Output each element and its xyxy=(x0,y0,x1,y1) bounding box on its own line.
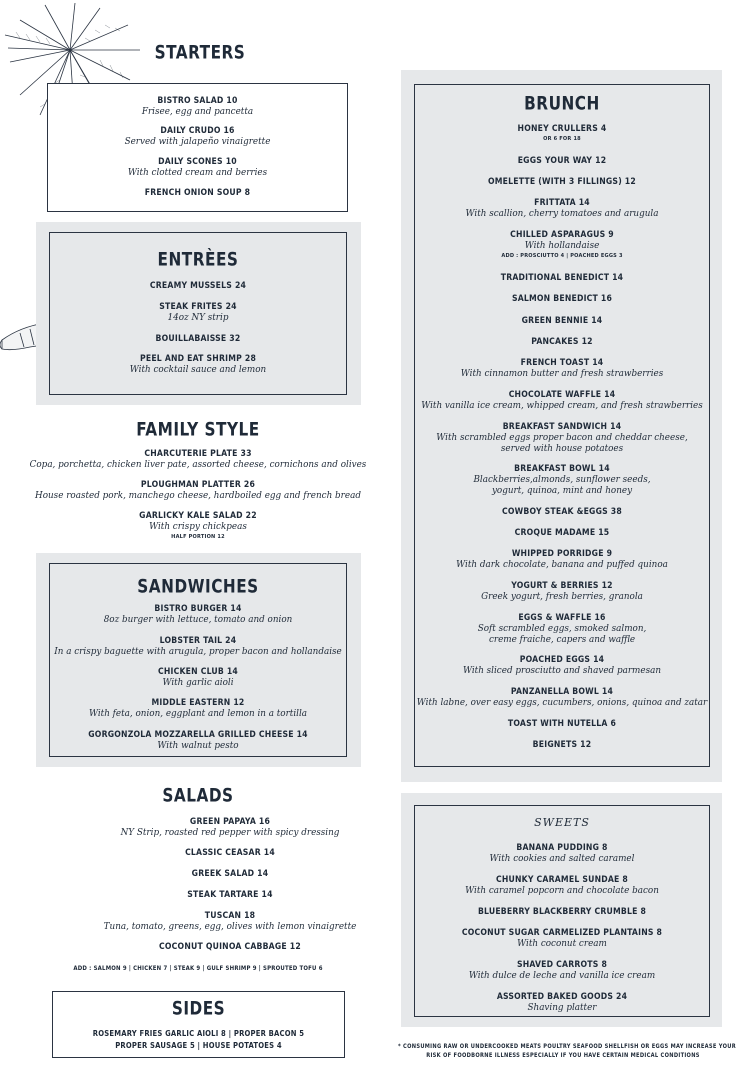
item-name: PEEL AND EAT SHRIMP 28 xyxy=(139,354,257,364)
item-name: EGGS YOUR WAY 12 xyxy=(517,156,607,166)
list-item xyxy=(414,581,710,603)
item-name: FRITTATA 14 xyxy=(534,198,590,208)
item-description: With clotted cream and berries xyxy=(127,168,268,178)
list-item xyxy=(414,507,710,518)
family-style-title: FAMILY STYLE xyxy=(136,418,260,442)
item-description: With scallion, cherry tomatoes and arugula xyxy=(465,209,659,219)
item-name: GREEK SALAD 14 xyxy=(191,869,269,879)
list-item xyxy=(414,740,710,751)
item-name: COCONUT QUINOA CABBAGE 12 xyxy=(159,942,301,952)
list-item xyxy=(0,911,460,933)
item-name: BOUILLABAISSE 32 xyxy=(155,334,241,344)
list-item xyxy=(415,907,709,918)
item-description: With hollandaise xyxy=(524,241,600,251)
item-name: STEAK TARTARE 14 xyxy=(187,890,273,900)
brunch-list xyxy=(414,84,710,767)
item-description: 8oz burger with lettuce, tomato and onion xyxy=(103,615,293,625)
sweets-box xyxy=(414,805,710,1017)
item-name: BLUEBERRY BLACKBERRY CRUMBLE 8 xyxy=(477,907,647,917)
item-description: With cocktail sauce and lemon xyxy=(129,365,267,375)
item-name: COCONUT SUGAR CARMELIZED PLANTAINS 8 xyxy=(461,928,663,938)
item-description: Blackberries,almonds, sunflower seeds, xyxy=(473,475,651,485)
brunch-title: BRUNCH xyxy=(524,92,600,116)
item-description-2: served with house potatoes xyxy=(500,443,624,454)
list-item xyxy=(415,960,709,982)
list-item xyxy=(414,655,710,677)
item-name: OMELETTE (WITH 3 FILLINGS) 12 xyxy=(488,177,636,187)
item-name: SHAVED CARROTS 8 xyxy=(516,960,608,970)
item-name: YOGURT & BERRIES 12 xyxy=(511,581,613,591)
list-item xyxy=(414,358,710,380)
list-item xyxy=(415,875,709,897)
item-name: WHIPPED PORRIDGE 9 xyxy=(511,549,613,559)
item-name: CHARCUTERIE PLATE 33 xyxy=(144,449,252,459)
item-name: PANZANELLA BOWL 14 xyxy=(510,687,614,697)
list-item xyxy=(0,890,460,901)
item-note: HALF PORTION 12 xyxy=(171,533,225,540)
item-name: DAILY CRUDO 16 xyxy=(160,126,235,136)
item-description: 14oz NY strip xyxy=(167,313,229,323)
list-item xyxy=(414,549,710,571)
item-name: FRENCH ONION SOUP 8 xyxy=(144,188,251,198)
list-item xyxy=(414,390,710,412)
item-description: Soft scrambled eggs, smoked salmon, xyxy=(477,624,647,634)
list-item xyxy=(50,354,346,376)
item-name: CHICKEN CLUB 14 xyxy=(157,667,239,677)
disclaimer-line-1: * CONSUMING RAW OR UNDERCOOKED MEATS POULTRY SEAFOOD SHELLFISH OR EGGS MAY INCREASE YOUR xyxy=(398,1044,736,1050)
item-description: With crispy chickpeas xyxy=(149,522,247,532)
item-name: BREAKFAST SANDWICH 14 xyxy=(502,422,622,432)
item-description: With cookies and salted caramel xyxy=(489,854,635,864)
starters-box xyxy=(47,83,348,212)
list-item xyxy=(414,273,710,284)
item-name: GREEN BENNIE 14 xyxy=(521,316,603,326)
sandwiches-box xyxy=(49,563,347,757)
list-item xyxy=(50,667,346,689)
item-name: BISTRO BURGER 14 xyxy=(154,604,242,614)
item-name: GREEN PAPAYA 16 xyxy=(189,817,271,827)
item-note: OR 6 FOR 18 xyxy=(543,136,581,142)
item-name: CHOCOLATE WAFFLE 14 xyxy=(508,390,616,400)
item-note: ADD : PROSCIUTTO 4 | POACHED EGGS 3 xyxy=(501,252,623,259)
item-name: TUSCAN 18 xyxy=(204,911,256,921)
list-item xyxy=(50,281,346,292)
item-description: Frisee, egg and pancetta xyxy=(141,107,254,117)
item-name: BISTRO SALAD 10 xyxy=(157,96,238,106)
salads-title: SALADS xyxy=(162,784,234,808)
item-name: LOBSTER TAIL 24 xyxy=(159,636,237,646)
item-description: With walnut pesto xyxy=(157,741,239,751)
item-description: House roasted pork, manchego cheese, hardboiled egg and french bread xyxy=(35,491,361,501)
entrees-title: ENTRÈES xyxy=(157,248,239,272)
list-item xyxy=(414,198,710,220)
item-name: BANANA PUDDING 8 xyxy=(516,843,608,853)
item-name: DAILY SCONES 10 xyxy=(158,157,237,167)
item-name: FRENCH TOAST 14 xyxy=(520,358,604,368)
sides-title: SIDES xyxy=(171,997,226,1021)
disclaimer xyxy=(398,1043,736,1061)
item-description: In a crispy baguette with arugula, proper bacon and hollandaise xyxy=(54,647,342,657)
salads-addons: ADD : SALMON 9 | CHICKEN 7 | STEAK 9 | GULF SHRIMP 9 | SPROUTED TOFU 6 xyxy=(73,965,323,972)
item-name: GARLICKY KALE SALAD 22 xyxy=(139,511,257,521)
entrees-box xyxy=(49,232,347,395)
starters-title: STARTERS xyxy=(154,41,246,65)
item-description: With dark chocolate, banana and puffed quinoa xyxy=(456,560,668,570)
item-description: Served with jalapeño vinaigrette xyxy=(124,137,271,147)
item-description: With caramel popcorn and chocolate bacon xyxy=(465,886,659,896)
list-item xyxy=(50,730,346,752)
list-item xyxy=(414,719,710,730)
item-name: GORGONZOLA MOZZARELLA GRILLED CHEESE 14 xyxy=(88,730,308,740)
item-description: Tuna, tomato, greens, egg, olives with lemon vinaigrette xyxy=(103,922,357,932)
item-name: POACHED EGGS 14 xyxy=(519,655,605,665)
item-name: HONEY CRULLERS 4 xyxy=(517,124,607,134)
list-item xyxy=(50,604,346,626)
list-item xyxy=(414,230,710,260)
list-item xyxy=(414,528,710,539)
sides-items-row-2: PROPER SAUSAGE 5 | HOUSE POTATOES 4 xyxy=(115,1041,282,1050)
item-name: BEIGNETS 12 xyxy=(532,740,592,750)
list-item xyxy=(414,687,710,709)
item-description: Copa, porchetta, chicken liver pate, assorted cheese, cornichons and olives xyxy=(29,460,367,470)
item-description: NY Strip, roasted red pepper with spicy dressing xyxy=(120,828,340,838)
list-item xyxy=(0,869,460,880)
list-item xyxy=(414,124,710,143)
list-item xyxy=(414,613,710,645)
sides-items-row-1: ROSEMARY FRIES GARLIC AIOLI 8 | PROPER BACON 5 xyxy=(92,1029,305,1038)
item-description: With scrambled eggs proper bacon and cheddar cheese, xyxy=(436,433,688,443)
sides-line xyxy=(53,1028,344,1039)
item-name: PLOUGHMAN PLATTER 26 xyxy=(140,480,256,490)
item-name: CLASSIC CEASAR 14 xyxy=(185,848,275,858)
item-description-2: yogurt, quinoa, mint and honey xyxy=(491,485,633,496)
list-item xyxy=(414,337,710,348)
item-description-2: creme fraiche, capers and waffle xyxy=(488,634,636,645)
list-item xyxy=(0,449,396,471)
list-item xyxy=(415,992,709,1014)
list-item xyxy=(0,480,396,502)
sweets-title: SWEETS xyxy=(534,816,590,829)
item-description: With labne, over easy eggs, cucumbers, onions, quinoa and zatar xyxy=(416,698,708,708)
list-item xyxy=(48,96,347,118)
list-item xyxy=(414,316,710,327)
list-item xyxy=(50,698,346,720)
list-item xyxy=(414,464,710,496)
list-item xyxy=(414,156,710,167)
item-name: TOAST WITH NUTELLA 6 xyxy=(507,719,617,729)
item-description: Shaving platter xyxy=(527,1003,597,1013)
item-name: MIDDLE EASTERN 12 xyxy=(151,698,245,708)
item-description: With cinnamon butter and fresh strawberries xyxy=(460,369,664,379)
item-name: TRADITIONAL BENEDICT 14 xyxy=(500,273,624,283)
item-description: Greek yogurt, fresh berries, granola xyxy=(481,592,643,602)
item-name: EGGS & WAFFLE 16 xyxy=(518,613,606,623)
list-item xyxy=(414,177,710,188)
list-item xyxy=(414,422,710,454)
item-name: ASSORTED BAKED GOODS 24 xyxy=(496,992,628,1002)
item-name: CHILLED ASPARAGUS 9 xyxy=(510,230,614,240)
disclaimer-line-2: RISK OF FOODBORNE ILLNESS ESPECIALLY IF YOU HAVE CERTAIN MEDICAL CONDITIONS xyxy=(426,1053,700,1059)
sandwiches-title: SANDWICHES xyxy=(137,575,259,599)
list-item xyxy=(50,636,346,658)
item-name: CHUNKY CARAMEL SUNDAE 8 xyxy=(495,875,629,885)
item-name: STEAK FRITES 24 xyxy=(159,302,237,312)
sides-line xyxy=(53,1040,344,1051)
list-item xyxy=(48,157,347,179)
item-name: BREAKFAST BOWL 14 xyxy=(514,464,610,474)
list-item xyxy=(0,848,460,859)
item-description: With dulce de leche and vanilla ice cream xyxy=(468,971,656,981)
list-item xyxy=(415,843,709,865)
list-item xyxy=(48,126,347,148)
list-item xyxy=(48,188,347,199)
item-name: CROQUE MADAME 15 xyxy=(514,528,610,538)
item-name: COWBOY STEAK &EGGS 38 xyxy=(502,507,622,517)
list-item xyxy=(0,511,396,541)
item-name: SALMON BENEDICT 16 xyxy=(511,294,613,304)
item-name: PANCAKES 12 xyxy=(531,337,593,347)
list-item xyxy=(50,302,346,324)
item-description: With vanilla ice cream, whipped cream, and fresh strawberries xyxy=(421,401,703,411)
item-description: With sliced prosciutto and shaved parmesan xyxy=(462,666,662,676)
item-name: CREAMY MUSSELS 24 xyxy=(149,281,247,291)
list-item xyxy=(0,817,460,839)
sides-box xyxy=(52,991,345,1058)
list-item xyxy=(415,928,709,950)
list-item xyxy=(0,942,460,953)
item-description: With garlic aioli xyxy=(162,678,234,688)
list-item xyxy=(414,294,710,305)
item-description: With feta, onion, eggplant and lemon in a tortilla xyxy=(88,709,308,719)
item-description: With coconut cream xyxy=(517,939,607,949)
list-item xyxy=(50,334,346,345)
